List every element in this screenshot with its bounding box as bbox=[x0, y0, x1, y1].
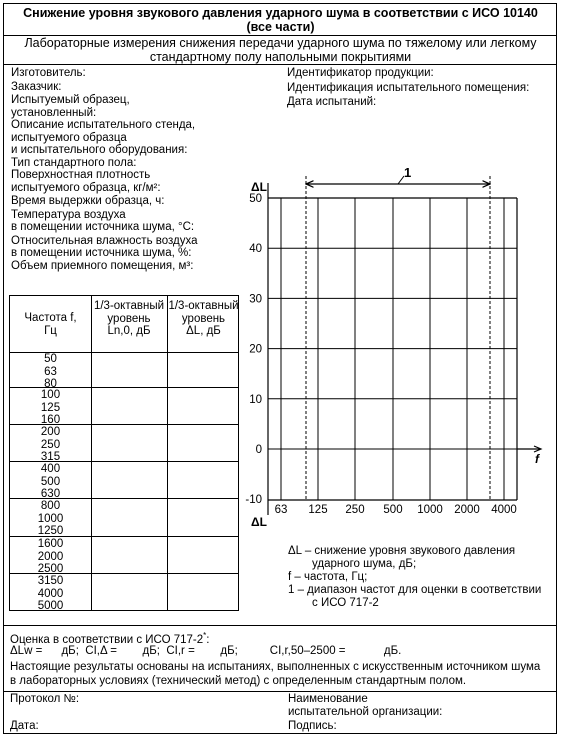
x-tick-label: 125 bbox=[308, 504, 328, 516]
evaluation-note-2: в лабораторных условиях (технический метод) с определенным стандартным полом. bbox=[10, 675, 467, 687]
field-manufacturer: Изготовитель: bbox=[11, 67, 86, 79]
x-axis-label: f bbox=[535, 452, 539, 466]
field-customer: Заказчик: bbox=[11, 80, 62, 93]
chart-legend bbox=[288, 545, 541, 610]
footer-protocol: Протокол №: bbox=[10, 693, 80, 705]
x-tick-label: 4000 bbox=[491, 504, 517, 516]
y-axis-label-bottom: ΔL bbox=[251, 515, 267, 529]
y-tick-label: 0 bbox=[255, 444, 262, 456]
freq-cell: 1250 bbox=[37, 525, 64, 537]
freq-cell: 80 bbox=[44, 378, 57, 390]
field-floor-type: Тип стандартного пола: bbox=[11, 156, 137, 169]
x-tick-label: 63 bbox=[274, 504, 288, 516]
freq-cell: 1600 bbox=[37, 538, 64, 550]
footer-divider bbox=[3, 691, 557, 692]
header-frequency-l2: Гц bbox=[44, 324, 57, 337]
header-ln0-l2: уровень bbox=[107, 312, 151, 325]
legend-delta-l-cont: ударного шума, дБ; bbox=[312, 558, 417, 570]
field-setup: Описание испытательного стенда, bbox=[11, 119, 196, 131]
field-specimen-cont: установленный: bbox=[11, 106, 97, 119]
freq-cell: 315 bbox=[40, 451, 61, 463]
range-marker bbox=[306, 165, 490, 184]
field-air-temperature-cont: в помещении источника шума, °С: bbox=[11, 221, 195, 233]
freq-cell: 4000 bbox=[37, 587, 64, 600]
freq-cell: 630 bbox=[40, 488, 61, 500]
freq-cell: 200 bbox=[40, 426, 61, 438]
field-room-id: Идентификация испытательного помещения: bbox=[287, 81, 530, 94]
evaluation-divider bbox=[3, 625, 557, 626]
header-delta-l-l3: ΔL, дБ bbox=[186, 325, 221, 337]
y-tick-label: 20 bbox=[249, 343, 262, 356]
field-air-temperature: Температура воздуха bbox=[11, 208, 126, 221]
y-tick-label: 50 bbox=[249, 193, 262, 205]
field-humidity-cont: в помещении источника шума, %: bbox=[11, 247, 192, 259]
footer-signature: Подпись: bbox=[288, 720, 337, 732]
field-setup-cont1: испытуемого образца bbox=[11, 131, 127, 144]
x-tick-label: 500 bbox=[383, 504, 403, 516]
y-tick-label: 30 bbox=[249, 293, 262, 306]
header-ln0-l3: Ln,0, дБ bbox=[107, 325, 151, 337]
y-axis-label: ΔL bbox=[251, 180, 267, 194]
x-tick-label: 1000 bbox=[417, 504, 443, 516]
legend-delta-l: ΔL – снижение уровня звукового давления bbox=[288, 545, 516, 557]
field-conditioning-time: Время выдержки образца, ч: bbox=[11, 195, 165, 207]
freq-cell: 125 bbox=[40, 401, 61, 414]
evaluation-heading-colon: : bbox=[206, 633, 210, 646]
footer-date: Дата: bbox=[10, 720, 39, 732]
y-tick-label: 10 bbox=[249, 393, 262, 406]
subtitle-line-1: Лабораторные измерения снижения передачи ударного шума по тяжелому или легкому bbox=[24, 36, 537, 50]
x-tick-labels bbox=[275, 504, 517, 516]
field-test-date: Дата испытаний: bbox=[287, 96, 377, 108]
field-specimen: Испытуемый образец, bbox=[11, 94, 130, 106]
field-humidity: Относительная влажность воздуха bbox=[11, 234, 198, 247]
legend-range-cont: с ИСО 717-2 bbox=[312, 597, 379, 609]
evaluation-note-1: Настоящие результаты основаны на испытаниях, выполненных с искусственным источником шума bbox=[10, 661, 541, 673]
legend-range: 1 – диапазон частот для оценки в соответствии bbox=[288, 584, 542, 596]
y-tick-label: 40 bbox=[249, 243, 262, 256]
field-setup-cont2: и испытательного оборудования: bbox=[11, 144, 188, 156]
freq-cell: 50 bbox=[44, 353, 57, 365]
title-line-1: Снижение уровня звукового давления ударного шума в соответствии с ИСО 10140 bbox=[23, 6, 538, 20]
freq-cell: 5000 bbox=[37, 600, 64, 612]
header-ln0-l1: 1/3-октавный bbox=[93, 300, 165, 312]
freq-cell: 160 bbox=[40, 414, 61, 426]
freq-cell: 100 bbox=[40, 389, 61, 401]
field-surface-density: Поверхностная плотность bbox=[11, 169, 151, 181]
chart-grid bbox=[268, 176, 541, 515]
evaluation-values: ΔLw = дБ; CI,Δ = дБ; CI,r = дБ; CI,r,50–2500 = дБ. bbox=[10, 645, 402, 657]
freq-cell: 3150 bbox=[37, 575, 64, 587]
evaluation-heading-text: Оценка в соответствии с ИСО 717-2 bbox=[10, 633, 204, 646]
freq-cell: 250 bbox=[40, 438, 61, 451]
field-room-volume: Объем приемного помещения, м³: bbox=[11, 259, 194, 272]
x-tick-label: 2000 bbox=[454, 504, 480, 516]
legend-frequency: f – частота, Гц; bbox=[288, 571, 368, 583]
freq-cell: 800 bbox=[40, 500, 61, 512]
freq-cell: 63 bbox=[44, 365, 57, 378]
y-tick-labels bbox=[245, 193, 262, 506]
field-product-id: Идентификатор продукции: bbox=[287, 67, 434, 79]
freq-cell: 2000 bbox=[37, 550, 64, 563]
freq-cell: 500 bbox=[40, 475, 61, 488]
y-tick-label: -10 bbox=[245, 494, 262, 507]
range-label: 1 bbox=[404, 165, 412, 180]
title-line-2: (все части) bbox=[246, 20, 315, 34]
freq-cell: 2500 bbox=[37, 563, 64, 575]
x-tick-label: 250 bbox=[345, 504, 365, 516]
freq-cell: 1000 bbox=[37, 512, 64, 525]
subtitle-line-2: стандартному полу напольными покрытиями bbox=[149, 50, 412, 64]
footer-org-2: испытательной организации: bbox=[288, 706, 443, 718]
footer-org-1: Наименование bbox=[288, 693, 368, 705]
header-delta-l-l1: 1/3-октавный bbox=[168, 300, 239, 312]
header-frequency-l1: Частота f, bbox=[24, 312, 77, 324]
header-delta-l-l2: уровень bbox=[181, 312, 226, 325]
freq-cell: 400 bbox=[40, 463, 61, 475]
field-surface-density-cont: испытуемого образца, кг/м²: bbox=[11, 181, 161, 194]
evaluation-footnote-mark: * bbox=[203, 631, 207, 640]
